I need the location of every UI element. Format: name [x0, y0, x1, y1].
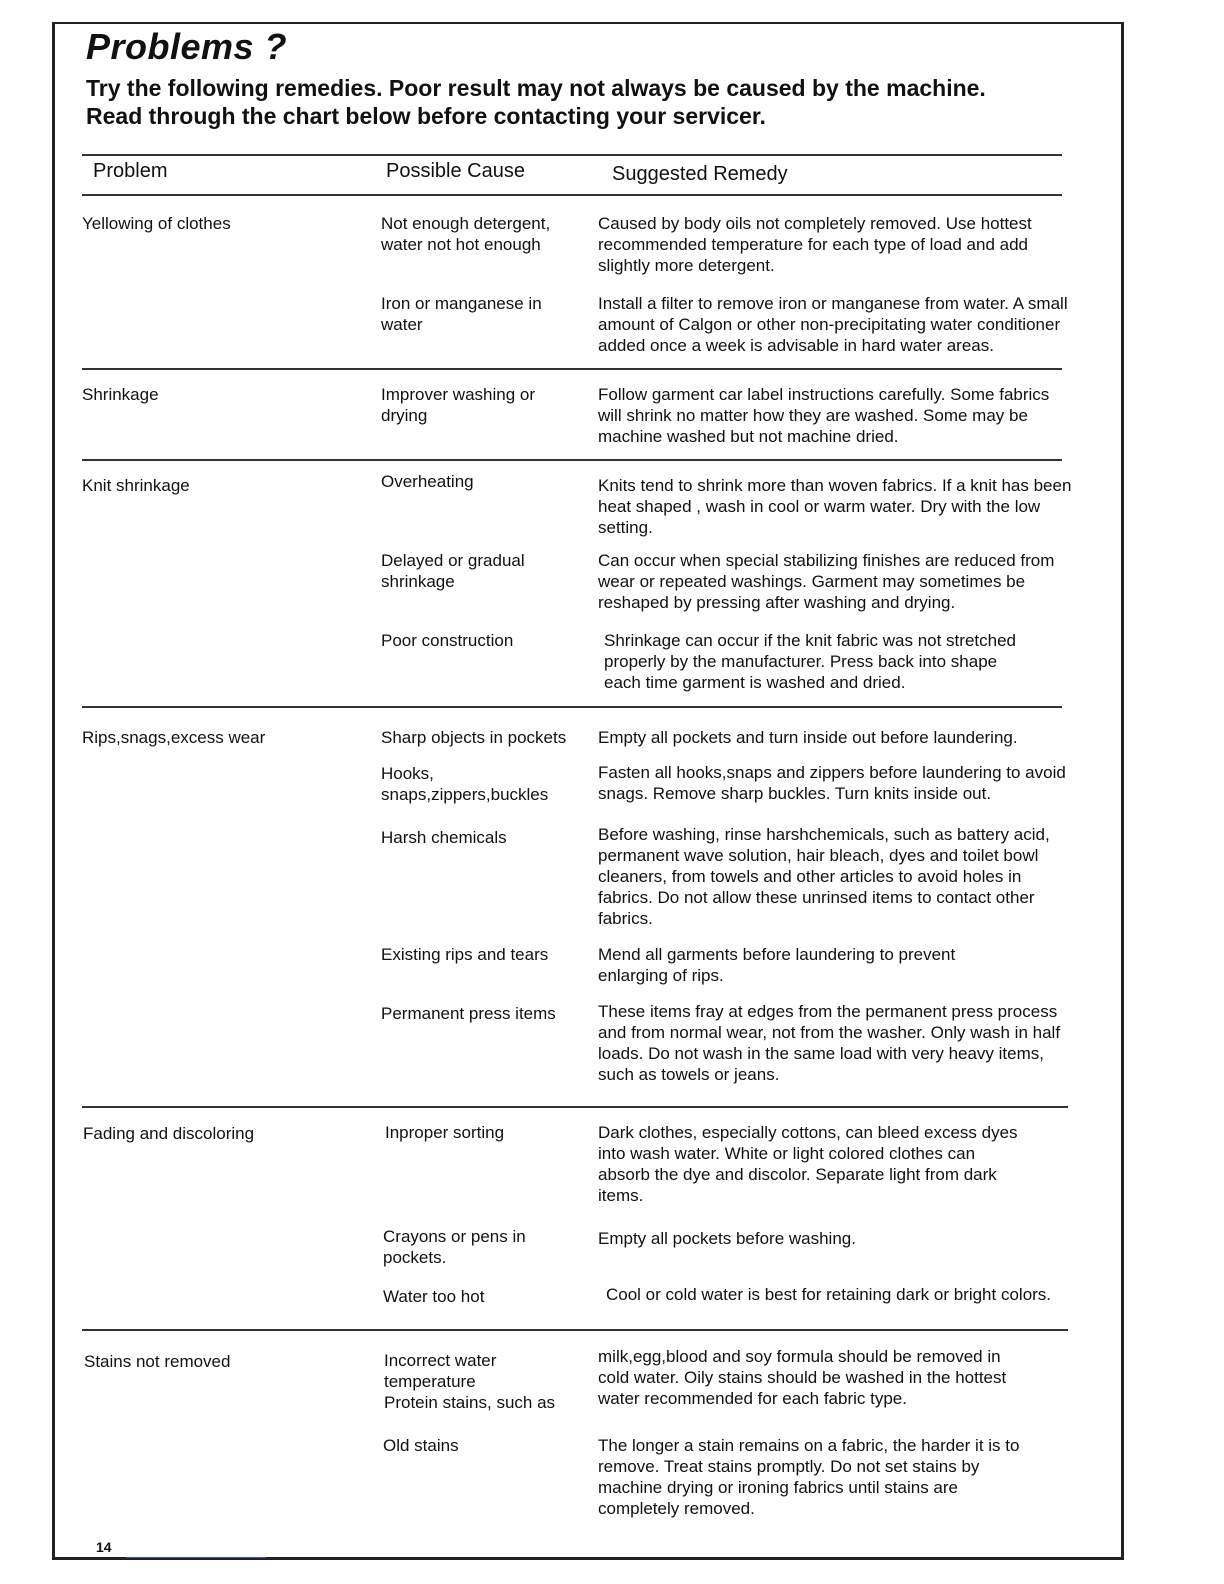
remedy-text: snags. Remove sharp buckles. Turn knits inside out. [598, 784, 992, 803]
remedy-text: recommended temperature for each type of load and add [598, 235, 1028, 254]
row-divider [82, 459, 1062, 461]
cause-text: drying [381, 406, 428, 425]
remedy-text: Before washing, rinse harshchemicals, such as battery acid, [598, 825, 1050, 844]
remedy-text: water recommended for each fabric type. [598, 1389, 907, 1408]
problem-label: Yellowing of clothes [82, 214, 231, 233]
page-subtitle [86, 74, 1086, 130]
row-divider [82, 1329, 1068, 1331]
remedy-text: reshaped by pressing after washing and drying. [598, 593, 956, 612]
header-problem: Problem [93, 160, 168, 182]
cause-text: Permanent press items [381, 1004, 556, 1023]
header-suggested-remedy: Suggested Remedy [612, 163, 788, 185]
remedy-text: These items fray at edges from the permanent press process [598, 1002, 1058, 1021]
remedy-text: permanent wave solution, hair bleach, dyes and toilet bowl [598, 846, 1039, 865]
remedy-text: Empty all pockets before washing. [598, 1229, 856, 1248]
cause-text: temperature [384, 1372, 476, 1391]
remedy-text: will shrink no matter how they are washed. Some may be [598, 406, 1028, 425]
cause-text: Poor construction [381, 631, 514, 650]
cause-text: snaps,zippers,buckles [381, 785, 549, 804]
cause-text: water [381, 315, 423, 334]
cause-text: Overheating [381, 472, 474, 491]
cause-text: Sharp objects in pockets [381, 728, 567, 747]
problem-label: Stains not removed [84, 1352, 231, 1371]
cause-text: Not enough detergent, [381, 214, 551, 233]
remedy-text: remove. Treat stains promptly. Do not set stains by [598, 1457, 980, 1476]
cause-text: Iron or manganese in [381, 294, 542, 313]
remedy-text: Follow garment car label instructions carefully. Some fabrics [598, 385, 1050, 404]
remedy-text: fabrics. Do not allow these unrinsed items to contact other [598, 888, 1035, 907]
cause-text: Crayons or pens in [383, 1227, 526, 1246]
remedy-text: heat shaped , wash in cool or warm water. Dry with the low [598, 497, 1041, 516]
remedy-text: enlarging of rips. [598, 966, 724, 985]
remedy-text: cold water. Oily stains should be washed in the hottest [598, 1368, 1007, 1387]
remedy-text: into wash water. White or light colored clothes can [598, 1144, 976, 1163]
cause-text: Existing rips and tears [381, 945, 549, 964]
remedy-text: absorb the dye and discolor. Separate light from dark [598, 1165, 997, 1184]
remedy-text: each time garment is washed and dried. [604, 673, 906, 692]
cause-text: Inproper sorting [385, 1123, 505, 1142]
remedy-text: Knits tend to shrink more than woven fabrics. If a knit has been [598, 476, 1072, 495]
cause-text: Old stains [383, 1436, 459, 1455]
remedy-text: setting. [598, 518, 653, 537]
remedy-text: Mend all garments before laundering to prevent [598, 945, 956, 964]
remedy-text: Fasten all hooks,snaps and zippers before laundering to avoid [598, 763, 1066, 782]
remedy-text: cleaners, from towels and other articles to avoid holes in [598, 867, 1022, 886]
remedy-text: wear or repeated washings. Garment may sometimes be [598, 572, 1026, 591]
remedy-text: completely removed. [598, 1499, 755, 1518]
remedy-text: Can occur when special stabilizing finishes are reduced from [598, 551, 1055, 570]
cause-text: Delayed or gradual [381, 551, 525, 570]
remedy-text: added once a week is advisable in hard water areas. [598, 336, 994, 355]
problem-label: Knit shrinkage [82, 476, 190, 495]
remedy-text: Empty all pockets and turn inside out before laundering. [598, 728, 1018, 747]
remedy-text: Install a filter to remove iron or manganese from water. A small [598, 294, 1068, 313]
remedy-text: Shrinkage can occur if the knit fabric was not stretched [604, 631, 1016, 650]
remedy-text: The longer a stain remains on a fabric, the harder it is to [598, 1436, 1020, 1455]
cause-text: Incorrect water [384, 1351, 497, 1370]
problem-label: Fading and discoloring [83, 1124, 255, 1143]
remedy-text: fabrics. [598, 909, 653, 928]
remedy-text: Caused by body oils not completely removed. Use hottest [598, 214, 1032, 233]
cause-text: Harsh chemicals [381, 828, 507, 847]
header-possible-cause: Possible Cause [386, 160, 525, 182]
cause-text: Improver washing or [381, 385, 536, 404]
remedy-text: slightly more detergent. [598, 256, 775, 275]
remedy-text: and from normal wear, not from the washer. Only wash in half [598, 1023, 1061, 1042]
cause-text: shrinkage [381, 572, 455, 591]
page-underline [126, 1557, 266, 1558]
row-divider [82, 706, 1062, 708]
cause-text: pockets. [383, 1248, 447, 1267]
remedy-text: loads. Do not wash in the same load with very heavy items, [598, 1044, 1044, 1063]
problem-label: Rips,snags,excess wear [82, 728, 266, 747]
cause-text: Hooks, [381, 764, 434, 783]
row-divider [82, 368, 1062, 370]
remedy-text: Dark clothes, especially cottons, can bleed excess dyes [598, 1123, 1018, 1142]
subtitle-line: Read through the chart below before contacting your servicer. [86, 103, 766, 129]
cause-text: Water too hot [383, 1287, 485, 1306]
row-divider [82, 1106, 1068, 1108]
remedy-text: Cool or cold water is best for retaining dark or bright colors. [606, 1285, 1052, 1304]
remedy-text: items. [598, 1186, 644, 1205]
page-title: Problems ? [86, 26, 288, 67]
remedy-text: amount of Calgon or other non-precipitating water conditioner [598, 315, 1061, 334]
header-bottom-rule [82, 194, 1062, 196]
header-top-rule [82, 154, 1062, 156]
subtitle-line: Try the following remedies. Poor result may not always be caused by the machine. [86, 75, 986, 101]
remedy-text: milk,egg,blood and soy formula should be removed in [598, 1347, 1001, 1366]
remedy-text: machine drying or ironing fabrics until stains are [598, 1478, 959, 1497]
remedy-text: machine washed but not machine dried. [598, 427, 899, 446]
remedy-text: such as towels or jeans. [598, 1065, 780, 1084]
remedy-text: properly by the manufacturer. Press back into shape [604, 652, 998, 671]
problem-label: Shrinkage [82, 385, 159, 404]
cause-text: Protein stains, such as [384, 1393, 556, 1412]
page-number: 14 [96, 1539, 112, 1555]
cause-text: water not hot enough [381, 235, 541, 254]
